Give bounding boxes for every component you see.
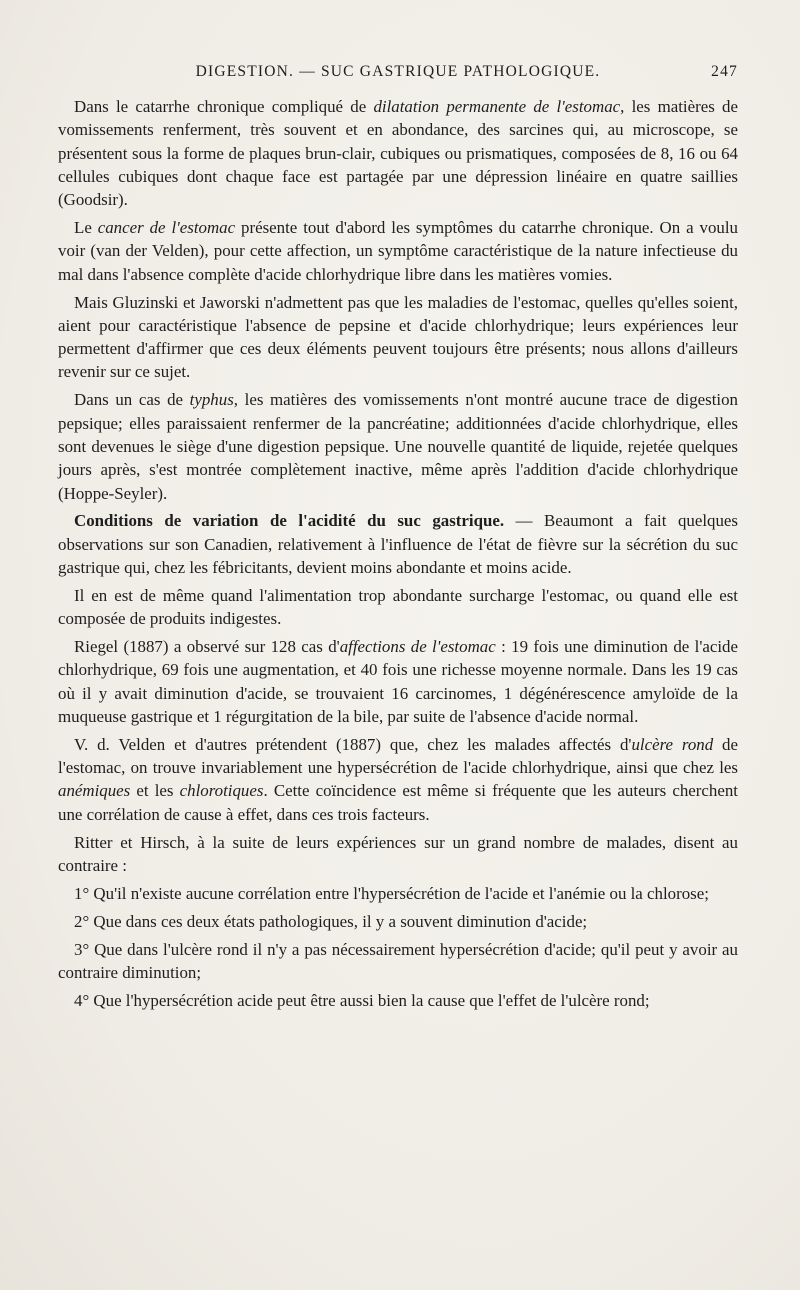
paragraph-2: Le cancer de l'estomac présente tout d'abord les symptômes du catarrhe chronique. On a voulu voir (van der Velden), pour cette affection, un symptôme caractéristique de la nature infectieuse du mal dans l'absence complète d'acide chlorhydrique libre dans les matières vomies.	[58, 218, 738, 284]
page-number: 247	[711, 63, 738, 80]
page-body	[58, 95, 738, 1017]
paragraph-3: Mais Gluzinski et Jaworski n'admettent pas que les maladies de l'estomac, quelles qu'elles soient, aient pour caractéristique l'absence de pepsine et d'acide chlorhydrique; leurs expériences leur permettent d'affirmer que ces deux éléments peuvent toujours être présents; nous allons d'ailleurs revenir sur ce sujet.	[58, 292, 738, 382]
running-header	[58, 63, 738, 87]
paragraph-6: Il en est de même quand l'alimentation trop abondante surcharge l'estomac, ou quand elle est composée de produits indigestes.	[58, 585, 738, 629]
running-title: DIGESTION. — SUC GASTRIQUE PATHOLOGIQUE.	[195, 63, 601, 80]
paragraph-1: Dans le catarrhe chronique compliqué de dilatation permanente de l'estomac, les matières de vomissements renferment, très souvent et en abondance, des sarcines qui, au microscope, se présentent sous la forme de plaques brun-clair, cubiques ou prismatiques, composées de 8, 16 ou 64 cellules cubiques dont chaque face est partagée par une dépression linéaire en quatre saillies (Goodsir).	[58, 97, 738, 210]
paragraph-5: Conditions de variation de l'acidité du suc gastrique. — Beaumont a fait quelques observations sur son Canadien, relativement à l'influence de l'état de fièvre sur la sécrétion du suc gastrique qui, chez les fébricitants, devient moins abondante et moins acide.	[58, 511, 738, 578]
paragraph-4: Dans un cas de typhus, les matières des vomissements n'ont montré aucune trace de digestion pepsique; elles paraissaient renfermer de la pancréatine; additionnées d'acide chlorhydrique, elles sont devenues le siège d'une digestion pepsique. Une nouvelle quantité de liquide, rejetée quelques jours après, s'est montrée complètement inactive, même après l'addition d'acide chlorhydrique (Hoppe-Seyler).	[58, 390, 738, 503]
section-heading: Conditions de variation de l'acidité du suc gastrique.	[74, 511, 505, 531]
paragraph-8: V. d. Velden et d'autres prétendent (1887) que, chez les malades affectés d'ulcère rond de l'estomac, on trouve invariablement une hypersécrétion de l'acide chlorhydrique, ainsi que chez les anémiques et les chlorotiques. Cette coïncidence est même si fréquente que les auteurs cherchent une corrélation de cause à effet, dans ces trois facteurs.	[58, 734, 738, 824]
paragraph-7: Riegel (1887) a observé sur 128 cas d'affections de l'estomac : 19 fois une diminution de l'acide chlorhydrique, 69 fois une augmentation, et 40 fois une richesse moyenne normale. Dans les 19 cas où il y avait diminution d'acide, se trouvaient 16 carcinomes, 1 dégénérescence amyloïde de la muqueuse gastrique et 1 régurgitation de la bile, par suite de l'absence d'acide normal.	[58, 637, 738, 726]
paragraph-9: Ritter et Hirsch, à la suite de leurs expériences sur un grand nombre de malades, disent au contraire :	[58, 832, 738, 875]
list-item-3: 3° Que dans l'ulcère rond il n'y a pas nécessairement hypersécrétion d'acide; qu'il peut y avoir au contraire diminution;	[58, 939, 738, 982]
list-item-4: 4° Que l'hypersécrétion acide peut être aussi bien la cause que l'effet de l'ulcère rond;	[74, 990, 650, 1010]
list-item-2: 2° Que dans ces deux états pathologiques, il y a souvent diminution d'acide;	[74, 911, 588, 931]
list-item-1: 1° Qu'il n'existe aucune corrélation entre l'hypersécrétion de l'acide et l'anémie ou la chlorose;	[74, 883, 709, 903]
